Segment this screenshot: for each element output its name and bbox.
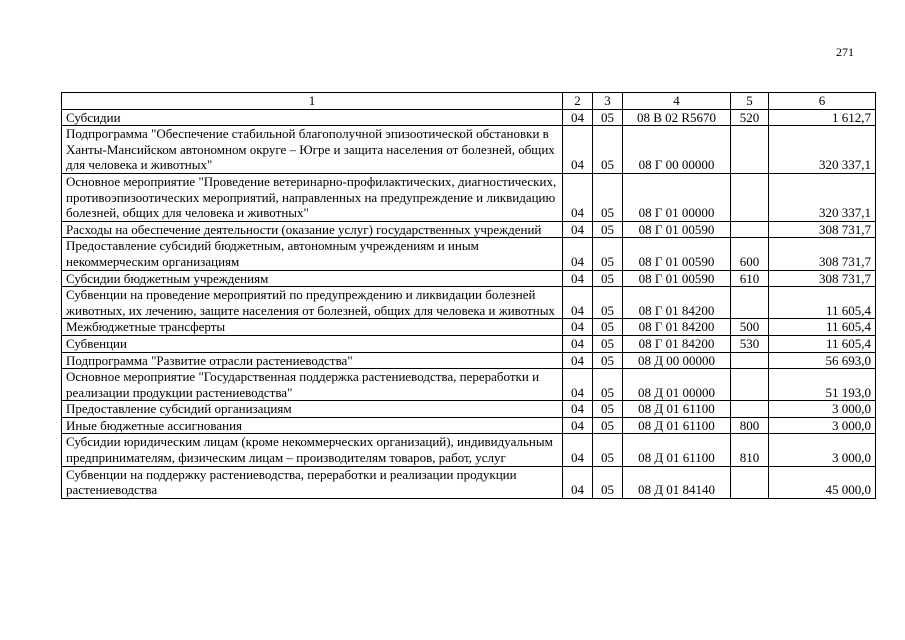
row-section-cell: 04 xyxy=(563,126,593,174)
row-subsection-cell: 05 xyxy=(593,335,623,352)
row-subsection-cell: 05 xyxy=(593,270,623,287)
row-target-code-cell: 08 Д 01 61100 xyxy=(623,434,731,466)
row-section-cell: 04 xyxy=(563,221,593,238)
table-row xyxy=(62,109,876,126)
row-target-code-cell: 08 Г 01 00590 xyxy=(623,238,731,270)
row-section-cell: 04 xyxy=(563,287,593,319)
table-row xyxy=(62,270,876,287)
row-amount-cell: 45 000,0 xyxy=(769,466,876,498)
row-expense-type-cell: 810 xyxy=(731,434,769,466)
row-name-cell: Предоставление субсидий бюджетным, автономным учреждениям и иным некоммерческим организациям xyxy=(62,238,563,270)
row-subsection-cell: 05 xyxy=(593,319,623,336)
table-row xyxy=(62,221,876,238)
row-subsection-cell: 05 xyxy=(593,352,623,369)
row-amount-cell: 3 000,0 xyxy=(769,434,876,466)
row-section-cell: 04 xyxy=(563,270,593,287)
row-name-cell: Иные бюджетные ассигнования xyxy=(62,417,563,434)
table-row xyxy=(62,466,876,498)
row-expense-type-cell: 600 xyxy=(731,238,769,270)
row-name-cell: Субвенции на проведение мероприятий по предупреждению и ликвидации болезней животных, их лечению, защите населения от болезней, общих для человека и животных xyxy=(62,287,563,319)
row-subsection-cell: 05 xyxy=(593,238,623,270)
row-target-code-cell: 08 Г 01 00590 xyxy=(623,270,731,287)
row-subsection-cell: 05 xyxy=(593,369,623,401)
table-row xyxy=(62,319,876,336)
row-section-cell: 04 xyxy=(563,434,593,466)
table-header-row xyxy=(62,93,876,110)
table-row xyxy=(62,287,876,319)
row-amount-cell: 11 605,4 xyxy=(769,287,876,319)
column-header: 4 xyxy=(623,93,731,110)
row-target-code-cell: 08 Д 01 00000 xyxy=(623,369,731,401)
row-subsection-cell: 05 xyxy=(593,434,623,466)
row-amount-cell: 3 000,0 xyxy=(769,417,876,434)
row-subsection-cell: 05 xyxy=(593,221,623,238)
table-row xyxy=(62,126,876,174)
row-name-cell: Субсидии xyxy=(62,109,563,126)
row-subsection-cell: 05 xyxy=(593,126,623,174)
row-expense-type-cell xyxy=(731,369,769,401)
row-section-cell: 04 xyxy=(563,238,593,270)
column-header: 1 xyxy=(62,93,563,110)
column-header: 2 xyxy=(563,93,593,110)
page-number: 271 xyxy=(836,45,854,59)
row-target-code-cell: 08 Д 01 61100 xyxy=(623,401,731,418)
row-amount-cell: 51 193,0 xyxy=(769,369,876,401)
row-name-cell: Подпрограмма "Обеспечение стабильной благополучной эпизоотической обстановки в Ханты-Мансийском автономном округе – Югре и защита населения от болезней, общих для человека и животных" xyxy=(62,126,563,174)
column-header: 5 xyxy=(731,93,769,110)
table-row xyxy=(62,173,876,221)
row-section-cell: 04 xyxy=(563,109,593,126)
row-amount-cell: 308 731,7 xyxy=(769,238,876,270)
row-section-cell: 04 xyxy=(563,319,593,336)
row-subsection-cell: 05 xyxy=(593,466,623,498)
row-section-cell: 04 xyxy=(563,417,593,434)
row-target-code-cell: 08 Д 01 84140 xyxy=(623,466,731,498)
row-expense-type-cell xyxy=(731,287,769,319)
row-expense-type-cell xyxy=(731,221,769,238)
row-name-cell: Субсидии бюджетным учреждениям xyxy=(62,270,563,287)
row-target-code-cell: 08 Г 01 84200 xyxy=(623,319,731,336)
row-amount-cell: 320 337,1 xyxy=(769,126,876,174)
row-expense-type-cell: 500 xyxy=(731,319,769,336)
row-target-code-cell: 08 Г 00 00000 xyxy=(623,126,731,174)
row-section-cell: 04 xyxy=(563,335,593,352)
row-section-cell: 04 xyxy=(563,401,593,418)
table-row xyxy=(62,369,876,401)
row-expense-type-cell xyxy=(731,401,769,418)
row-target-code-cell: 08 Д 00 00000 xyxy=(623,352,731,369)
row-expense-type-cell: 520 xyxy=(731,109,769,126)
row-expense-type-cell xyxy=(731,466,769,498)
row-target-code-cell: 08 Г 01 00000 xyxy=(623,173,731,221)
row-target-code-cell: 08 Г 01 84200 xyxy=(623,335,731,352)
row-expense-type-cell: 610 xyxy=(731,270,769,287)
row-name-cell: Предоставление субсидий организациям xyxy=(62,401,563,418)
table-row xyxy=(62,238,876,270)
row-amount-cell: 56 693,0 xyxy=(769,352,876,369)
row-amount-cell: 3 000,0 xyxy=(769,401,876,418)
row-expense-type-cell xyxy=(731,173,769,221)
row-name-cell: Подпрограмма "Развитие отрасли растениеводства" xyxy=(62,352,563,369)
row-amount-cell: 320 337,1 xyxy=(769,173,876,221)
row-subsection-cell: 05 xyxy=(593,417,623,434)
column-header: 3 xyxy=(593,93,623,110)
row-target-code-cell: 08 Г 01 84200 xyxy=(623,287,731,319)
row-target-code-cell: 08 В 02 R5670 xyxy=(623,109,731,126)
budget-table xyxy=(61,92,876,499)
row-amount-cell: 308 731,7 xyxy=(769,270,876,287)
column-header: 6 xyxy=(769,93,876,110)
row-amount-cell: 308 731,7 xyxy=(769,221,876,238)
row-name-cell: Расходы на обеспечение деятельности (оказание услуг) государственных учреждений xyxy=(62,221,563,238)
row-target-code-cell: 08 Г 01 00590 xyxy=(623,221,731,238)
row-expense-type-cell xyxy=(731,126,769,174)
row-name-cell: Субвенции на поддержку растениеводства, переработки и реализации продукции растениеводства xyxy=(62,466,563,498)
row-expense-type-cell: 530 xyxy=(731,335,769,352)
row-amount-cell: 11 605,4 xyxy=(769,319,876,336)
row-name-cell: Основное мероприятие "Государственная поддержка растениеводства, переработки и реализации продукции растениеводства" xyxy=(62,369,563,401)
row-name-cell: Основное мероприятие "Проведение ветеринарно-профилактических, диагностических, противоэпизоотических мероприятий, направленных на предупреждение и ликвидацию болезней, общих для человека и животных" xyxy=(62,173,563,221)
row-target-code-cell: 08 Д 01 61100 xyxy=(623,417,731,434)
row-section-cell: 04 xyxy=(563,173,593,221)
row-section-cell: 04 xyxy=(563,352,593,369)
row-name-cell: Субсидии юридическим лицам (кроме некоммерческих организаций), индивидуальным предпринимателям, физическим лицам – производителям товаров, работ, услуг xyxy=(62,434,563,466)
row-amount-cell: 11 605,4 xyxy=(769,335,876,352)
row-name-cell: Субвенции xyxy=(62,335,563,352)
row-section-cell: 04 xyxy=(563,466,593,498)
row-subsection-cell: 05 xyxy=(593,173,623,221)
row-amount-cell: 1 612,7 xyxy=(769,109,876,126)
table-row xyxy=(62,335,876,352)
row-name-cell: Межбюджетные трансферты xyxy=(62,319,563,336)
row-expense-type-cell: 800 xyxy=(731,417,769,434)
table-row xyxy=(62,434,876,466)
row-section-cell: 04 xyxy=(563,369,593,401)
table-row xyxy=(62,417,876,434)
table-row xyxy=(62,352,876,369)
row-subsection-cell: 05 xyxy=(593,109,623,126)
table-row xyxy=(62,401,876,418)
row-subsection-cell: 05 xyxy=(593,401,623,418)
row-subsection-cell: 05 xyxy=(593,287,623,319)
row-expense-type-cell xyxy=(731,352,769,369)
